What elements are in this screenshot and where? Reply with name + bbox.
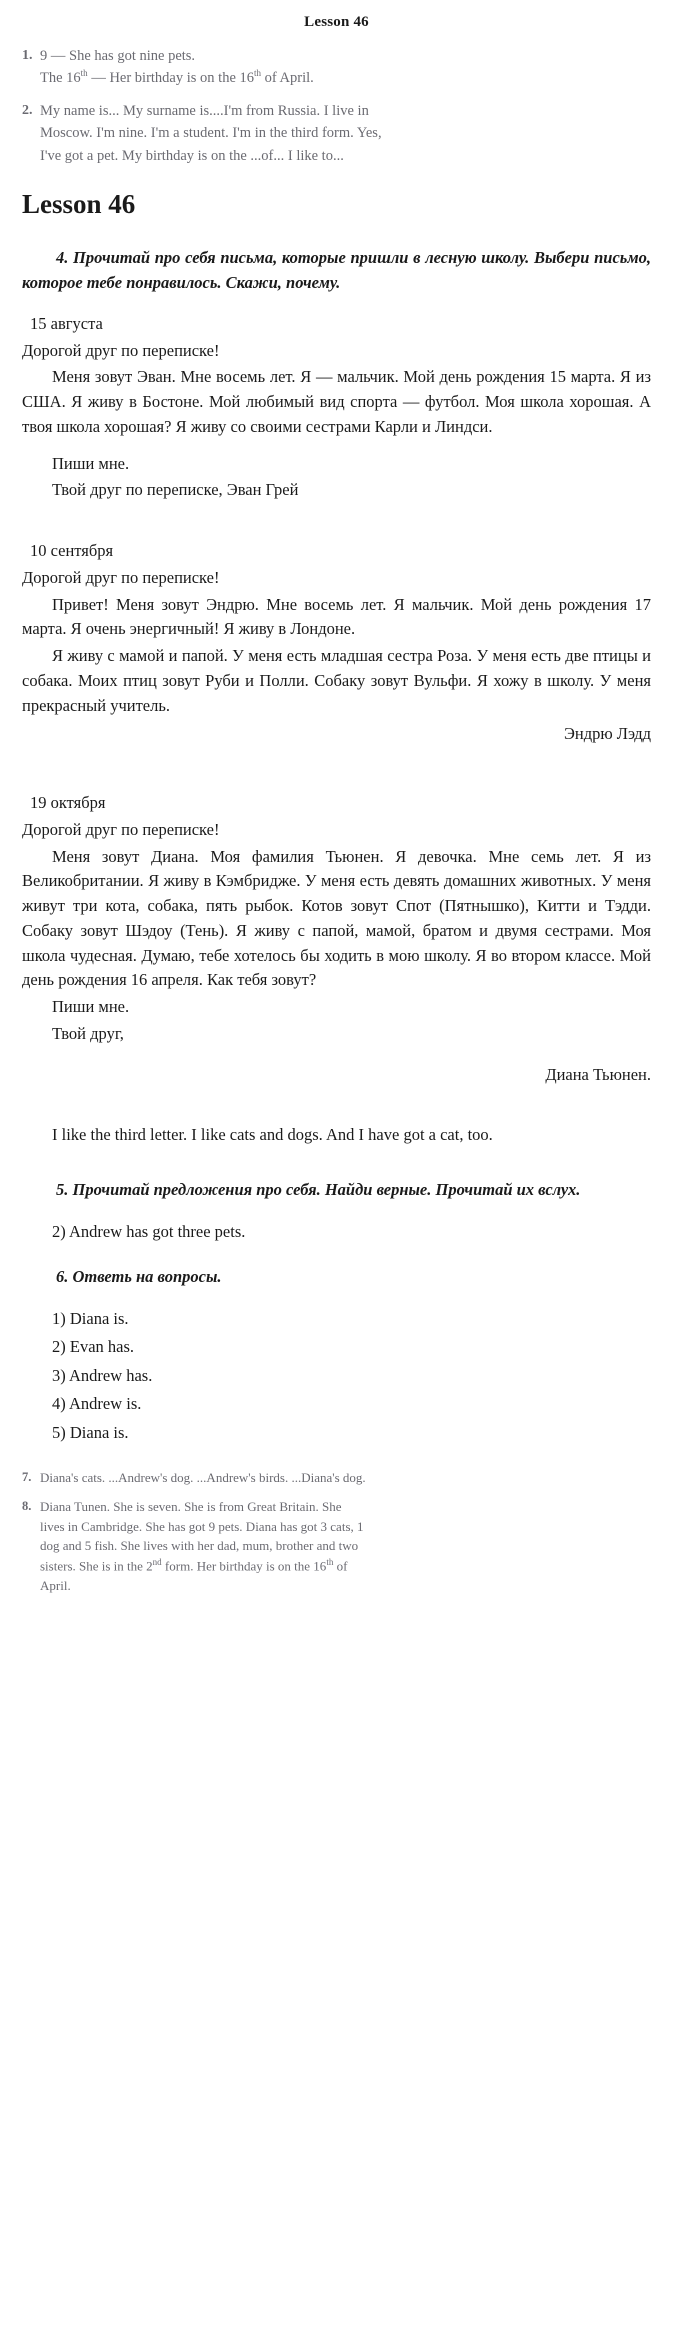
answer-line: My name is... My surname is....I'm from Russia. I live in [40,102,369,119]
answer-line: Moscow. I'm nine. I'm a student. I'm in the third form. Yes, [40,125,382,142]
answer-line: 9 — She has got nine pets. [40,48,196,64]
letter-paragraph: Привет! Меня зовут Эндрю. Мне восемь лет. Я мальчик. Мой день рождения 17 марта. Я очень энергичный! Я живу в Лондоне. [22,594,651,639]
answer-line: dog and 5 fish. She lives with her dad, mum, brother and two [40,1538,359,1554]
task-6-answer-item: 2) Evan has. [52,1337,135,1357]
letter-paragraph: Твой друг, [52,1023,124,1043]
answer-body [40,1497,651,1595]
answer-line: sisters. She is in the 2nd form. Her birthday is on the 16th of [40,1556,348,1574]
spacer [22,442,651,452]
letter-paragraph: Пиши мне. [52,997,130,1017]
letter-signature: Эндрю Лэдд [563,724,651,744]
task-6-answers [22,1306,651,1446]
letter-paragraph: Пиши мне. [52,453,130,473]
answer-item-1 [22,45,651,90]
letter-1 [22,312,651,503]
letter-date: 15 августа [30,313,103,333]
spacer [22,521,651,539]
page-title: Lesson 46 [304,14,369,30]
top-answers-block [22,45,651,167]
letter-signature: Диана Тьюнен. [545,1064,651,1084]
answer-line: lives in Cambridge. She has got 9 pets. Diana has got 3 cats, 1 [40,1518,364,1534]
answer-body [40,45,651,90]
answer-line: Diana's cats. ...Andrew's dog. ...Andrew's birds. ...Diana's dog. [40,1469,366,1485]
answer-body [40,1468,651,1488]
answer-line: April. [40,1577,71,1593]
letter-date: 19 октября [30,793,106,813]
answer-number: 1. [22,48,33,63]
bottom-answers-block [22,1468,651,1595]
letter-paragraph: Твой друг по переписке, Эван Грей [52,480,299,500]
letter-paragraph: Меня зовут Диана. Моя фамилия Тьюнен. Я девочка. Мне семь лет. Я из Великобритании. Я живу в Кэмбридже. У меня есть девять домашних животных. У меня живут три кота, собака, пять рыбок. Котов зовут Спот (Пятнышко), Китти и Тэдди. Собаку зовут Шэдоу (Тень). Я живу с папой, мамой, братом и двумя сестрами. Моя школа чудесная. Думаю, тебе хотелось бы ходить в мою школу. Я во втором классе. Мой день рождения 16 апреля. Как тебя зовут? [22,846,651,990]
letter-date: 10 сентября [30,541,114,561]
task-5-answer: 2) Andrew has got three pets. [52,1221,246,1241]
answer-line: Diana Tunen. She is seven. She is from Great Britain. She [40,1499,342,1515]
answer-number: 2. [22,102,33,118]
answer-item-2 [22,100,651,167]
letter-salutation: Дорогой друг по переписке! [22,340,220,360]
answer-number: 7. [22,1469,32,1484]
spacer [22,1049,651,1059]
task-6-answer-item: 5) Diana is. [52,1422,129,1442]
answer-line: I've got a pet. My birthday is on the ...of... I like to... [40,147,344,164]
spacer [22,1152,651,1178]
answer-body [40,100,651,167]
letter-3 [22,791,651,1087]
spacer [22,765,651,791]
answer-line: The 16th — Her birthday is on the 16th of April. [40,68,314,87]
task-6-heading: 6. Ответь на вопросы. [56,1267,222,1287]
letter-2 [22,539,651,747]
letter-salutation: Дорогой друг по переписке! [22,819,220,839]
answer-item-7 [22,1468,651,1488]
letter-salutation: Дорогой друг по переписке! [22,567,220,587]
letter-paragraph: Я живу с мамой и папой. У меня есть младшая сестра Роза. У меня есть две птицы и собака. Моих птиц зовут Руби и Полли. Собаку зовут Вульфи. Я хожу в школу. У меня прекрасный учитель. [22,646,651,715]
task-4-answer: I like the third letter. I like cats and dogs. And I have got a cat, too. [52,1125,493,1145]
answer-number: 8. [22,1499,32,1514]
spacer [22,1105,651,1123]
task-6-answer-item: 1) Diana is. [52,1308,129,1328]
task-6-answer-item: 4) Andrew is. [52,1394,142,1414]
task-5-heading: 5. Прочитай предложения про себя. Найди верные. Прочитай их вслух. [56,1180,581,1200]
task-6-answer-item: 3) Andrew has. [52,1365,153,1385]
spacer [22,1247,651,1265]
task-4-heading: 4. Прочитай про себя письма, которые пришли в лесную школу. Выбери письмо, которое тебе понравилось. Скажи, почему. [22,248,651,293]
lesson-heading: Lesson 46 [22,189,136,220]
letter-paragraph: Меня зовут Эван. Мне восемь лет. Я — мальчик. Мой день рождения 15 марта. Я из США. Я живу в Бостоне. Мой любимый вид спорта — футбол. Моя школа хорошая. А твоя школа хорошая? Я живу со своими сестрами Карли и Линдси. [22,367,651,436]
answer-item-8 [22,1497,651,1595]
